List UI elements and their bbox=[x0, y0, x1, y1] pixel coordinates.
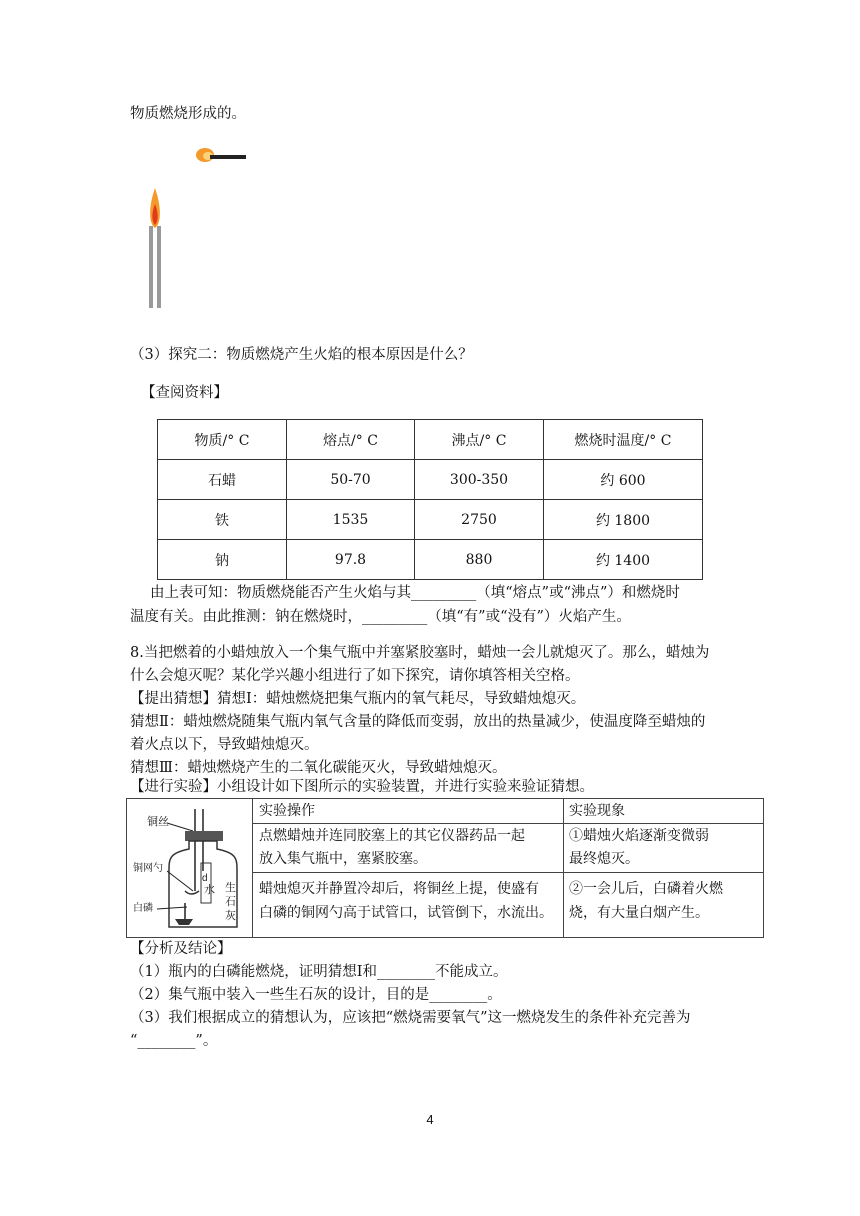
match-icon bbox=[196, 148, 246, 162]
table-cell: 50-70 bbox=[287, 460, 415, 500]
label-lime-2: 石 bbox=[225, 896, 236, 908]
label-lime-3: 灰 bbox=[225, 910, 236, 922]
table-row bbox=[158, 460, 703, 500]
table-cell: 300-350 bbox=[415, 460, 544, 500]
label-wire: 铜丝 bbox=[147, 816, 169, 828]
table-cell: 约 1800 bbox=[544, 500, 703, 540]
table-cell: 97.8 bbox=[287, 540, 415, 580]
continued-text: 物质燃烧形成的。 bbox=[130, 106, 246, 122]
conclusion-line-2: 温度有关。由此推测：钠在燃烧时，_________（填“有”或“没有”）火焰产生。 bbox=[130, 609, 631, 625]
experiment-table bbox=[126, 798, 764, 938]
table-header: 物质/° C bbox=[158, 420, 287, 460]
table-cell: 1535 bbox=[287, 500, 415, 540]
table-cell: 约 1400 bbox=[544, 540, 703, 580]
candle-right bbox=[157, 226, 161, 308]
match-stick bbox=[210, 155, 246, 159]
hypothesis-3: 猜想Ⅲ：蜡烛燃烧产生的二氧化碳能灭火，导致蜡烛熄灭。 bbox=[130, 760, 507, 776]
q3-title: （3）探究二：物质燃烧产生火焰的根本原因是什么？ bbox=[130, 347, 473, 363]
table-header: 沸点/° C bbox=[415, 420, 544, 460]
label-lime-1: 生 bbox=[225, 882, 236, 894]
exp-operation-2-line-2: 白磷的铜网勺高于试管口，试管倒下，水流出。 bbox=[259, 905, 553, 921]
experiment-intro: 【进行实验】小组设计如下图所示的实验装置，并进行实验来验证猜想。 bbox=[130, 779, 594, 795]
analysis-3-line-2: “________”。 bbox=[130, 1033, 218, 1049]
exp-phenomenon-1-line-2: 最终熄灭。 bbox=[569, 851, 639, 867]
exp-operation-2-line-1: 蜡烛熄灭并静置冷却后，将铜丝上提，使盛有 bbox=[259, 881, 539, 897]
table-cell: 铁 bbox=[158, 500, 287, 540]
q8-intro-line-2: 什么会熄灭呢？某化学兴趣小组进行了如下探究，请你填答相关空格。 bbox=[130, 668, 580, 684]
exp-operation-1-line-1: 点燃蜡烛并连同胶塞上的其它仪器药品一起 bbox=[259, 828, 525, 844]
table-header: 燃烧时温度/° C bbox=[544, 420, 703, 460]
analysis-heading: 【分析及结论】 bbox=[130, 941, 232, 957]
table-header: 熔点/° C bbox=[287, 420, 415, 460]
melting-boiling-table bbox=[157, 419, 703, 580]
candle-left bbox=[149, 226, 153, 308]
hypothesis-2-line-2: 着火点以下，导致蜡烛熄灭。 bbox=[130, 737, 319, 753]
analysis-1: （1）瓶内的白磷能燃烧，证明猜想Ⅰ和________不能成立。 bbox=[130, 964, 508, 980]
table-cell: 2750 bbox=[415, 500, 544, 540]
hypothesis-2-line-1: 猜想Ⅱ：蜡烛燃烧随集气瓶内氧气含量的降低而变弱，放出的热量减少，使温度降至蜡烛的 bbox=[130, 714, 706, 730]
exp-phenomenon-2-line-1: ②一会儿后，白磷着火燃 bbox=[569, 881, 723, 897]
table-header-row bbox=[158, 420, 703, 460]
table-cell: 石蜡 bbox=[158, 460, 287, 500]
apparatus-diagram bbox=[129, 801, 251, 935]
exp-header-operation: 实验操作 bbox=[259, 803, 315, 819]
page-number: 4 bbox=[426, 1112, 434, 1127]
candle-match-figure bbox=[140, 140, 280, 315]
table-row bbox=[158, 540, 703, 580]
label-spoon: 铜网勺 bbox=[133, 863, 163, 874]
table-cell: 钠 bbox=[158, 540, 287, 580]
conclusion-line-1: 由上表可知：物质燃烧能否产生火焰与其_________（填“熔点”或“沸点”）和燃烧时 bbox=[150, 585, 680, 601]
svg-text:d: d bbox=[202, 873, 208, 884]
candle-icon bbox=[149, 188, 161, 308]
table-row bbox=[158, 500, 703, 540]
label-phosphorus: 白磷 bbox=[133, 903, 153, 914]
table-cell: 约 600 bbox=[544, 460, 703, 500]
exp-header-phenomenon: 实验现象 bbox=[569, 803, 625, 819]
analysis-2: （2）集气瓶中装入一些生石灰的设计，目的是________。 bbox=[130, 987, 502, 1003]
hypothesis-1: 【提出猜想】猜想Ⅰ：蜡烛燃烧把集气瓶内的氧气耗尽，导致蜡烛熄灭。 bbox=[130, 691, 586, 707]
exp-operation-1-line-2: 放入集气瓶中，塞紧胶塞。 bbox=[259, 851, 427, 867]
exp-phenomenon-1-line-1: ①蜡烛火焰逐渐变微弱 bbox=[569, 828, 709, 844]
q8-intro-line-1: 8.当把燃着的小蜡烛放入一个集气瓶中并塞紧胶塞时，蜡烛一会儿就熄灭了。那么，蜡烛为 bbox=[130, 645, 710, 661]
analysis-3-line-1: （3）我们根据成立的猜想认为，应该把“燃烧需要氧气”这一燃烧发生的条件补充完善为 bbox=[130, 1010, 691, 1026]
exp-phenomenon-2-line-2: 烧，有大量白烟产生。 bbox=[569, 905, 709, 921]
lookup-heading: 【查阅资料】 bbox=[141, 385, 228, 401]
table-cell: 880 bbox=[415, 540, 544, 580]
label-water: 水 bbox=[204, 884, 215, 896]
